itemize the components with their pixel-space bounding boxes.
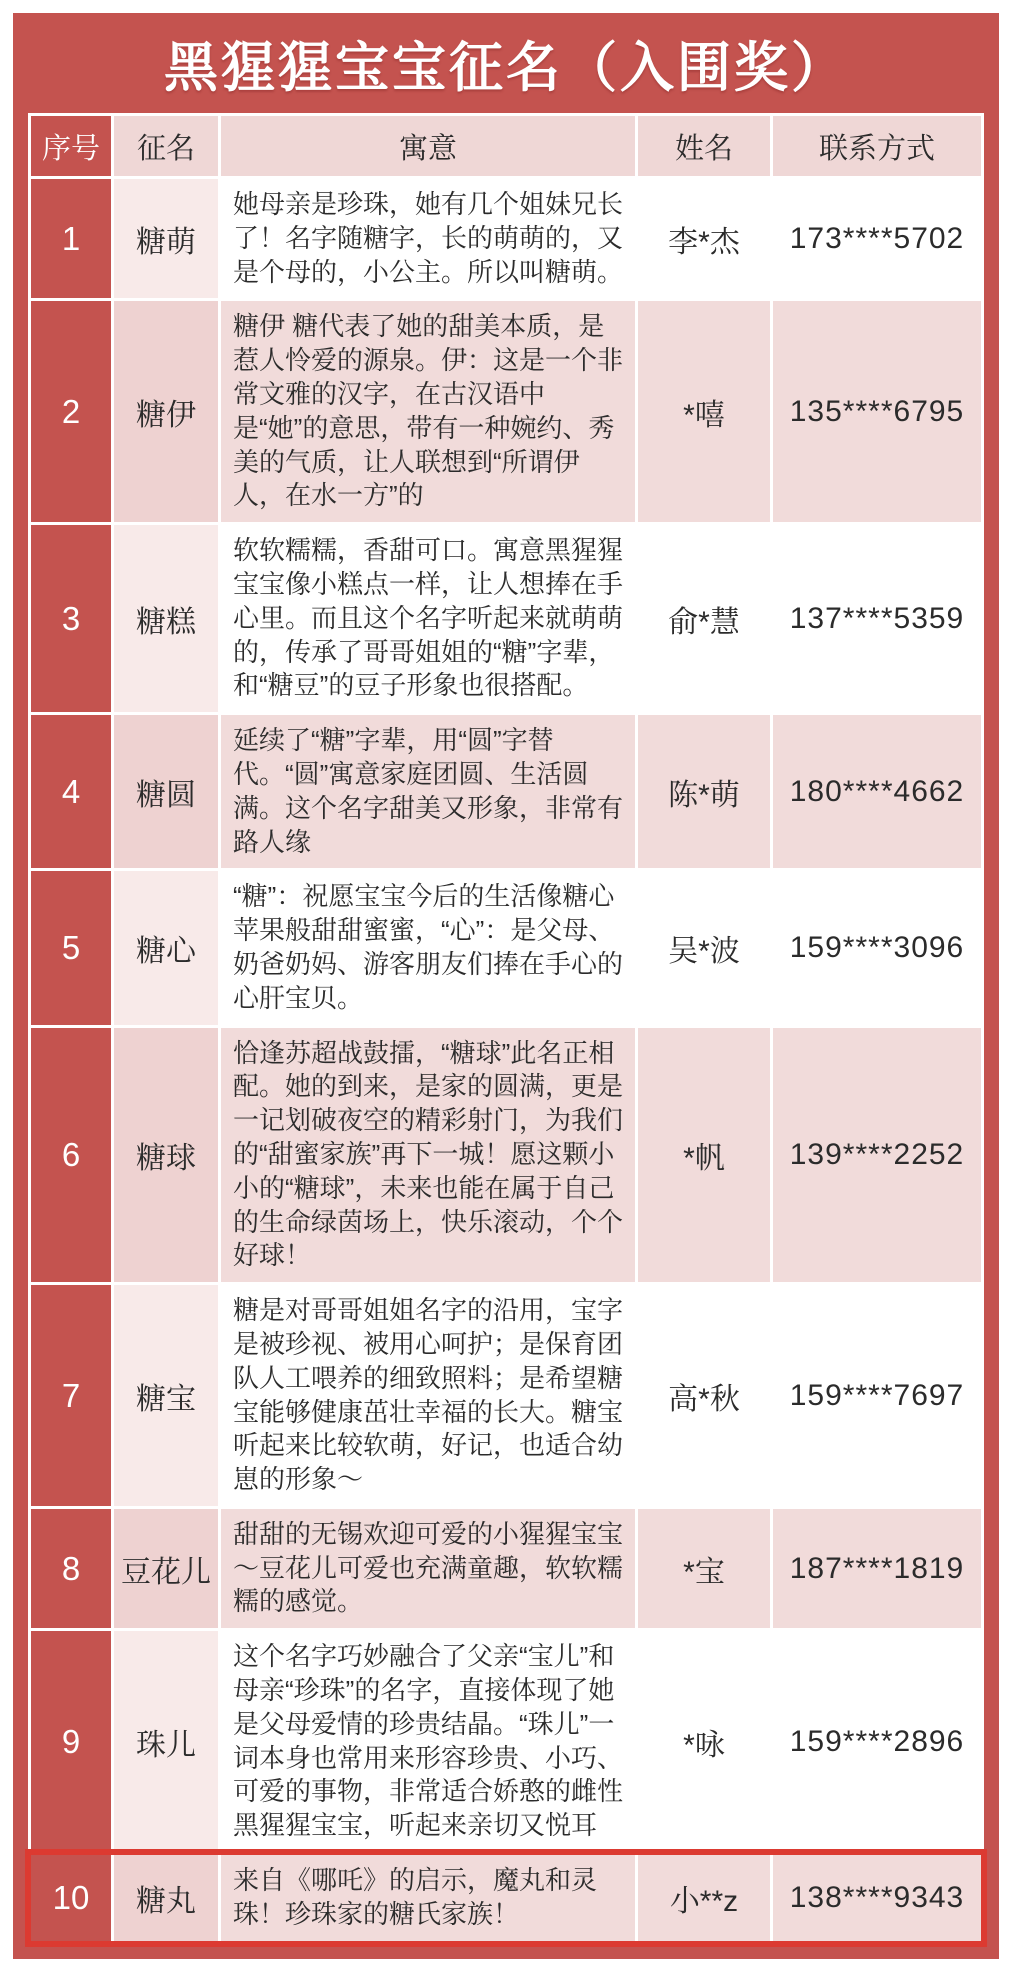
submitter-cell-text: 小**z — [669, 1884, 739, 1918]
table-row — [31, 179, 981, 298]
meaning-cell-text: 糖是对哥哥姐姐名字的沿用，宝字是被珍视、被用心呵护；是保育团队人工喂养的细致照料；是希望糖宝能够健康茁壮幸福的长大。糖宝听起来比较软萌，好记，也适合幼崽的形象～ — [233, 1295, 624, 1495]
row-number-cell — [31, 1028, 111, 1283]
header-cell-contact: 联系方式 — [773, 116, 981, 176]
row-number-cell-text: 5 — [61, 928, 81, 966]
row-number-cell — [31, 301, 111, 522]
contact-cell — [773, 1028, 981, 1283]
header-cell-entry-name: 征名 — [114, 116, 218, 176]
submitter-cell-text: *帆 — [683, 1141, 725, 1175]
contact-cell-text: 159****7697 — [789, 1378, 965, 1412]
contact-cell — [773, 871, 981, 1024]
row-number-cell — [31, 1509, 111, 1628]
contact-cell-text: 137****5359 — [789, 601, 965, 635]
contact-cell-text: 135****6795 — [789, 394, 965, 428]
meaning-cell-text: 糖伊 糖代表了她的甜美本质，是惹人怜爱的源泉。伊：这是一个非常文雅的汉字，在古汉语中是“她”的意思，带有一种婉约、秀美的气质，让人联想到“所谓伊人，在水一方”的 — [233, 311, 624, 511]
submitter-cell-text: 高*秋 — [668, 1382, 740, 1416]
submitter-cell — [638, 871, 770, 1024]
row-number-cell-text: 7 — [61, 1376, 81, 1414]
meaning-cell — [221, 715, 635, 868]
meaning-cell — [221, 1855, 635, 1941]
contact-cell — [773, 715, 981, 868]
table-row — [31, 301, 981, 522]
submitter-cell-text: *嘻 — [683, 398, 725, 432]
meaning-cell-text: 软软糯糯，香甜可口。寓意黑猩猩宝宝像小糕点一样，让人想捧在手心里。而且这个名字听起来就萌萌的，传承了哥哥姐姐的“糖”字辈，和“糖豆”的豆子形象也很搭配。 — [233, 535, 624, 701]
table-row — [31, 1855, 981, 1941]
row-number-cell — [31, 1855, 111, 1941]
table-row — [31, 715, 981, 868]
submitter-cell — [638, 301, 770, 522]
entry-name-cell — [114, 1855, 218, 1941]
meaning-cell-text: 恰逢苏超战鼓擂，“糖球”此名正相配。她的到来，是家的圆满，更是一记划破夜空的精彩射门，为我们的“甜蜜家族”再下一城！愿这颗小小的“糖球”，未来也能在属于自己的生命绿茵场上，快乐滚动，个个好球！ — [233, 1037, 624, 1271]
contact-cell-text: 180****4662 — [789, 774, 965, 808]
entry-name-cell-text: 糖宝 — [136, 1382, 196, 1416]
row-number-cell-text: 6 — [61, 1135, 81, 1173]
header-cell-no: 序号 — [31, 116, 111, 176]
meaning-cell-text: 延续了“糖”字辈，用“圆”字替代。“圆”寓意家庭团圆、生活圆满。这个名字甜美又形象，非常有路人缘 — [233, 725, 624, 857]
entry-name-cell-text: 糖糕 — [136, 605, 196, 639]
meaning-cell-text: 这个名字巧妙融合了父亲“宝儿”和母亲“珍珠”的名字，直接体现了她是父母爱情的珍贵结晶。“珠儿”一词本身也常用来形容珍贵、小巧、可爱的事物，非常适合娇憨的雌性黑猩猩宝宝，听起来亲切又悦耳 — [233, 1641, 624, 1841]
entry-name-cell — [114, 715, 218, 868]
submitter-cell-text: *宝 — [683, 1555, 725, 1589]
submitter-cell — [638, 1285, 770, 1506]
contact-cell — [773, 1509, 981, 1628]
entry-name-cell-text: 糖萌 — [136, 225, 196, 259]
entry-name-cell-text: 豆花儿 — [121, 1555, 211, 1589]
row-number-cell — [31, 179, 111, 298]
meaning-cell — [221, 1028, 635, 1283]
meaning-cell — [221, 1509, 635, 1628]
table-row — [31, 525, 981, 712]
contact-cell-text: 139****2252 — [789, 1137, 965, 1171]
row-number-cell-text: 10 — [52, 1878, 90, 1916]
entry-name-cell-text: 糖丸 — [136, 1884, 196, 1918]
contact-cell — [773, 301, 981, 522]
row-number-cell — [31, 715, 111, 868]
contact-cell — [773, 1855, 981, 1941]
submitter-cell-text: 陈*萌 — [668, 778, 740, 812]
contact-cell — [773, 1631, 981, 1852]
contact-cell — [773, 179, 981, 298]
meaning-cell — [221, 301, 635, 522]
row-number-cell-text: 1 — [61, 219, 81, 257]
table-row — [31, 1509, 981, 1628]
submitter-cell-text: 李*杰 — [668, 225, 740, 259]
meaning-cell — [221, 1285, 635, 1506]
submitter-cell — [638, 525, 770, 712]
table-row — [31, 1285, 981, 1506]
submitter-cell — [638, 715, 770, 868]
meaning-cell — [221, 871, 635, 1024]
entry-name-cell-text: 糖球 — [136, 1141, 196, 1175]
entry-name-cell-text: 糖伊 — [136, 398, 196, 432]
entry-name-cell — [114, 179, 218, 298]
meaning-cell — [221, 179, 635, 298]
submitter-cell-text: 吴*波 — [668, 934, 740, 968]
poster-frame — [13, 13, 999, 1959]
entry-name-cell — [114, 1631, 218, 1852]
meaning-cell-text: 她母亲是珍珠，她有几个姐妹兄长了！名字随糖字，长的萌萌的，又是个母的，小公主。所以叫糖萌。 — [233, 189, 624, 287]
contact-cell-text: 173****5702 — [789, 221, 965, 255]
entry-name-cell-text: 珠儿 — [136, 1728, 196, 1762]
row-number-cell-text: 2 — [61, 392, 81, 430]
meaning-cell-text: 甜甜的无锡欢迎可爱的小猩猩宝宝～豆花儿可爱也充满童趣，软软糯糯的感觉。 — [233, 1518, 624, 1617]
entry-name-cell — [114, 525, 218, 712]
row-number-cell-text: 9 — [61, 1722, 81, 1760]
poster-title: 黑猩猩宝宝征名（入围奖） — [164, 37, 848, 98]
entry-name-cell — [114, 871, 218, 1024]
entry-name-cell — [114, 1285, 218, 1506]
meaning-cell-text: 来自《哪吒》的启示，魔丸和灵珠！珍珠家的糖氏家族！ — [233, 1865, 598, 1929]
contact-cell-text: 159****2896 — [789, 1724, 965, 1758]
submitter-cell — [638, 1631, 770, 1852]
table-row — [31, 871, 981, 1024]
naming-table — [28, 113, 984, 1944]
contact-cell-text: 159****3096 — [789, 930, 965, 964]
submitter-cell — [638, 1509, 770, 1628]
entry-name-cell — [114, 1028, 218, 1283]
header-cell-submitter: 姓名 — [638, 116, 770, 176]
contact-cell-text: 138****9343 — [789, 1880, 965, 1914]
meaning-cell — [221, 525, 635, 712]
row-number-cell — [31, 1285, 111, 1506]
entry-name-cell — [114, 301, 218, 522]
submitter-cell-text: *咏 — [683, 1728, 725, 1762]
submitter-cell — [638, 1028, 770, 1283]
meaning-cell-text: “糖”：祝愿宝宝今后的生活像糖心苹果般甜甜蜜蜜，“心”：是父母、奶爸奶妈、游客朋友们捧在手心的心肝宝贝。 — [233, 881, 624, 1013]
contact-cell — [773, 1285, 981, 1506]
entry-name-cell-text: 糖心 — [136, 934, 196, 968]
header-cell-meaning: 寓意 — [221, 116, 635, 176]
submitter-cell — [638, 179, 770, 298]
row-number-cell — [31, 871, 111, 1024]
contact-cell — [773, 525, 981, 712]
entry-name-cell-text: 糖圆 — [136, 778, 196, 812]
submitter-cell — [638, 1855, 770, 1941]
row-number-cell-text: 3 — [61, 599, 81, 637]
row-number-cell-text: 8 — [61, 1549, 81, 1587]
table-row — [31, 1028, 981, 1283]
table-row — [31, 1631, 981, 1852]
contact-cell-text: 187****1819 — [789, 1551, 965, 1585]
submitter-cell-text: 俞*慧 — [668, 605, 740, 639]
row-number-cell — [31, 525, 111, 712]
poster-title-bar — [28, 13, 984, 113]
entry-name-cell — [114, 1509, 218, 1628]
row-number-cell — [31, 1631, 111, 1852]
row-number-cell-text: 4 — [61, 772, 81, 810]
table-header-row — [31, 116, 981, 176]
meaning-cell — [221, 1631, 635, 1852]
